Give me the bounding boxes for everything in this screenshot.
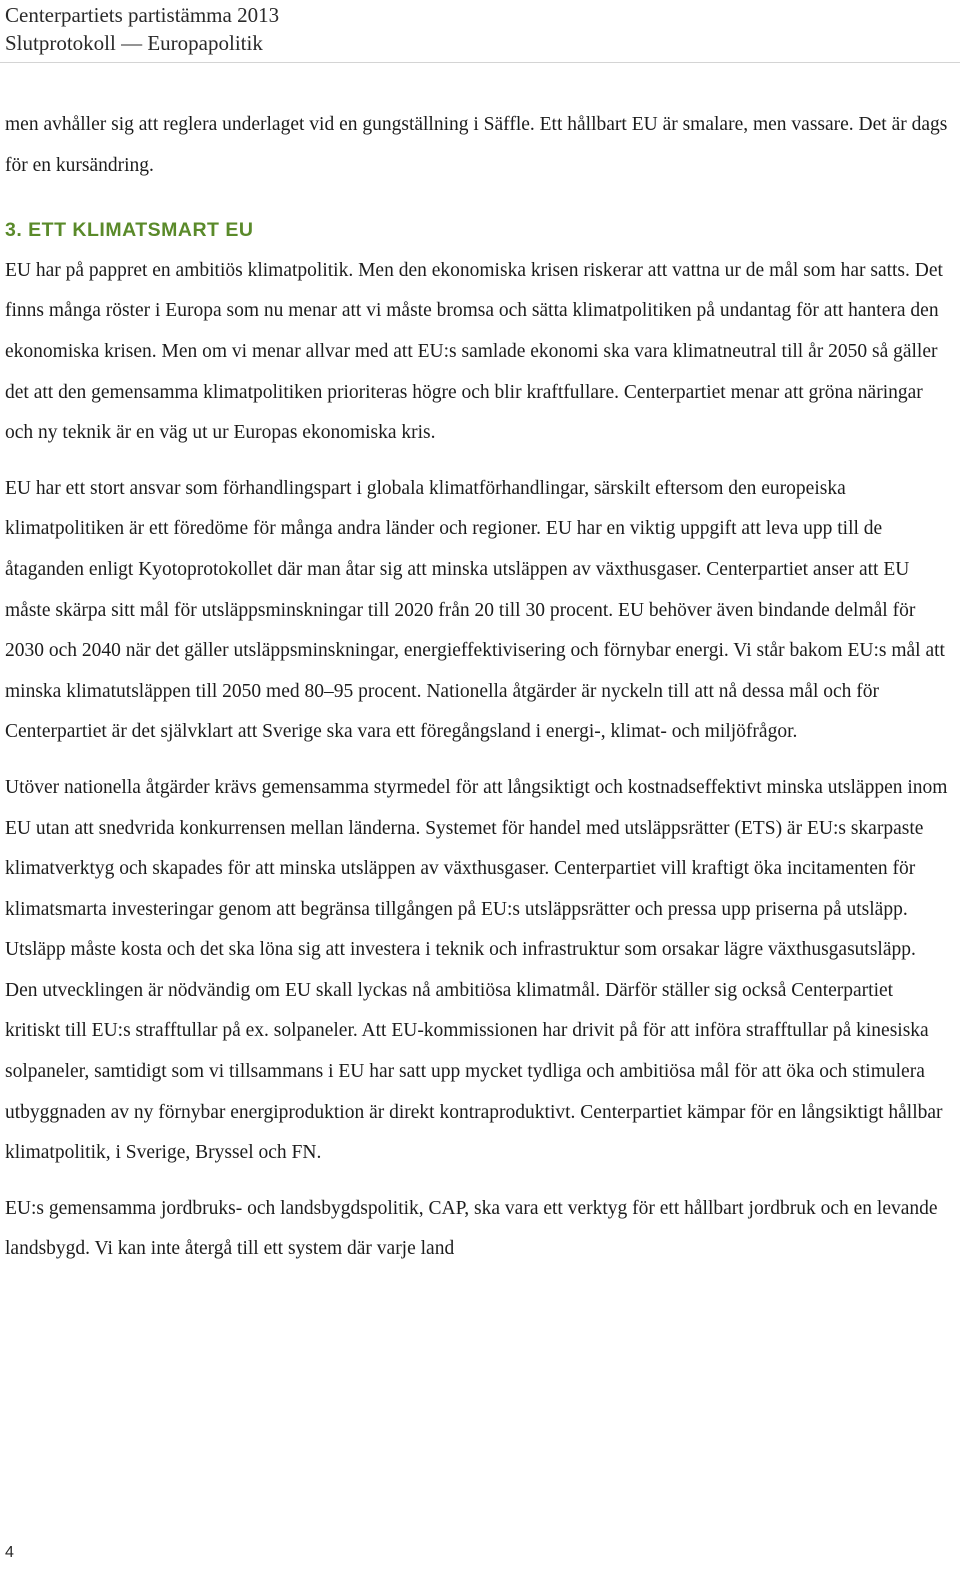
body-paragraph: Utöver nationella åtgärder krävs gemensamma styrmedel för att långsiktigt och kostnadseffektivt minska utsläppen inom EU utan att snedvrida konkurrensen mellan länderna. Systemet för handel med utsläppsrätter (ETS) är EU:s skarpaste klimatverktyg och skapades för att minska utsläppen av växthusgaser. Centerpartiet vill kraftigt öka incitamenten för klimatsmarta investeringar genom att begränsa tillgången på EU:s utsläppsrätter och pressa upp priserna på utsläpp. Utsläpp måste kosta och det ska löna sig att investera i teknik och infrastruktur som orsakar lägre växthusgasutsläpp. Den utvecklingen är nödvändig om EU skall lyckas nå ambitiösa klimatmål. Därför ställer sig också Centerpartiet kritiskt till EU:s strafftullar på ex. solpaneler. Att EU-kommissionen har drivit på för att införa strafftullar på kinesiska solpaneler, samtidigt som vi tillsammans i EU har satt upp mycket tydliga och ambitiösa mål för att öka och stimulera utbyggnaden av ny förnybar energiproduktion är direkt kontraproduktivt. Centerpartiet kämpar för en långsiktigt hållbar klimatpolitik, i Sverige, Bryssel och FN. (5, 776, 948, 1164)
page-number: 4 (5, 1544, 14, 1561)
body-paragraph: EU har ett stort ansvar som förhandlingspart i globala klimatförhandlingar, särskilt eftersom den europeiska klimatpolitiken är ett föredöme för många andra länder och regioner. EU har en viktig uppgift att leva upp till de åtaganden enligt Kyotoprotokollet där man åtar sig att minska utsläppen av växthusgaser. Centerpartiet anser att EU måste skärpa sitt mål för utsläppsminskningar till 2020 från 20 till 30 procent. EU behöver även bindande delmål för 2030 och 2040 när det gäller utsläppsminskningar, energieffektivisering och förnybar energi. Vi står bakom EU:s mål att minska klimatutsläppen till 2050 med 80–95 procent. Nationella åtgärder är nyckeln till att nå dessa mål och för Centerpartiet är det självklart att Sverige ska vara ett föregångsland i energi-, klimat- och miljöfrågor. (5, 477, 945, 743)
document-subtitle: Slutprotokoll — Europapolitik (5, 31, 263, 55)
body-paragraph: EU har på pappret en ambitiös klimatpolitik. Men den ekonomiska krisen riskerar att vattna ur de mål som har satts. Det finns många röster i Europa som nu menar att vi måste bromsa och sätta klimatpolitiken på undantag för att hantera den ekonomiska krisen. Men om vi menar allvar med att EU:s samlade ekonomi ska vara klimatneutral till år 2050 så gäller det att den gemensamma klimatpolitiken prioriteras högre och blir kraftfullare. Centerpartiet menar att gröna näringar och ny teknik är en väg ut ur Europas ekonomiska kris. (5, 259, 943, 444)
document-body (5, 105, 953, 1270)
page-header (5, 1, 279, 57)
intro-paragraph: men avhåller sig att reglera underlaget vid en gungställning i Säffle. Ett hållbart EU är smalare, men vassare. Det är dags för en kursändring. (5, 114, 948, 176)
body-paragraph: EU:s gemensamma jordbruks- och landsbygdspolitik, CAP, ska vara ett verktyg för ett hållbart jordbruk och en levande landsbygd. Vi kan inte återgå till ett system där varje land (5, 1197, 938, 1260)
header-divider (0, 62, 960, 63)
document-title: Centerpartiets partistämma 2013 (5, 3, 280, 27)
section-heading: 3. ETT KLIMATSMART EU (5, 219, 254, 242)
